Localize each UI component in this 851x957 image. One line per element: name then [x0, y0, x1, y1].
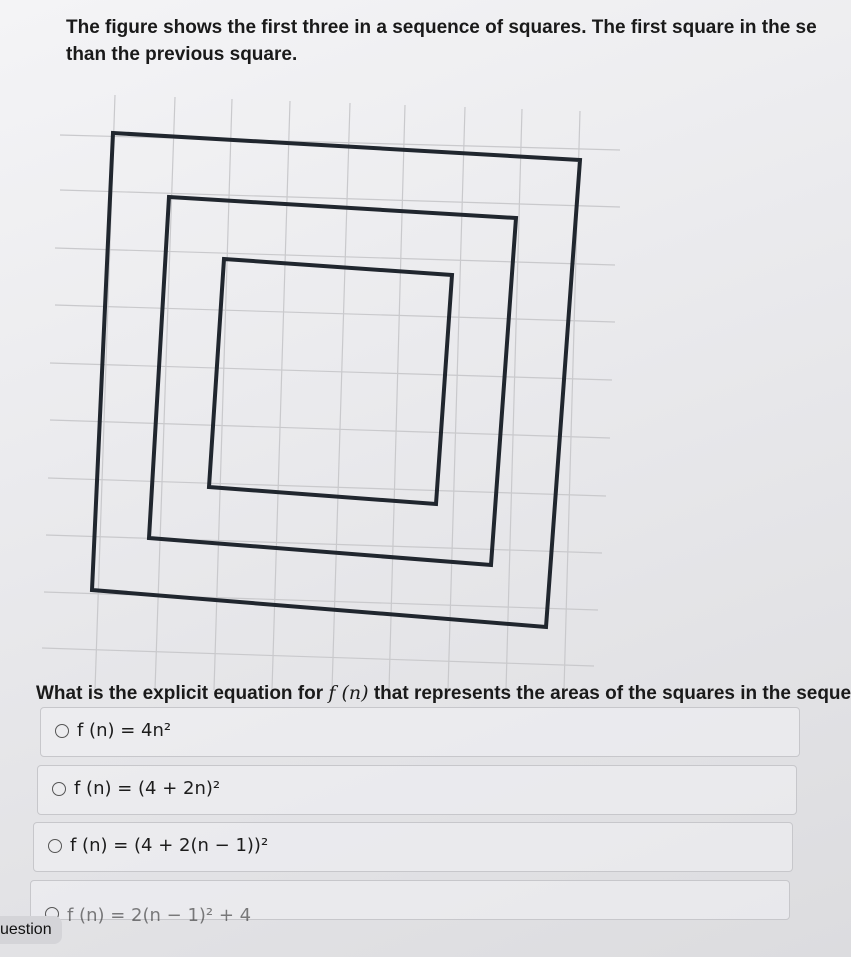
radio-button-2[interactable] — [52, 782, 66, 796]
option-label-1: f (n) = 4n² — [77, 720, 172, 741]
prompt-line-2: than the previous square. — [66, 44, 298, 65]
question-tab-label: uestion — [0, 921, 52, 938]
option-label-4: f (n) = 2(n − 1)² + 4 — [67, 905, 252, 926]
question-tab[interactable] — [0, 916, 62, 944]
answer-option-1[interactable] — [40, 707, 800, 757]
prompt-line-1: The figure shows the first three in a sequence of squares. The first square in the se — [66, 17, 817, 38]
radio-button-1[interactable] — [55, 724, 69, 738]
answer-option-4[interactable] — [30, 880, 790, 926]
grid — [42, 95, 620, 690]
answer-option-3[interactable] — [33, 822, 793, 872]
function-name: f (n) — [328, 682, 369, 704]
option-label-3: f (n) = (4 + 2(n − 1))² — [70, 835, 269, 856]
square-1 — [209, 259, 452, 504]
answer-option-2[interactable] — [37, 765, 797, 815]
option-label-2: f (n) = (4 + 2n)² — [74, 778, 221, 799]
radio-button-3[interactable] — [48, 839, 62, 853]
question-text: What is the explicit equation for f (n) that represents the areas of the squares in the seque — [36, 682, 851, 704]
